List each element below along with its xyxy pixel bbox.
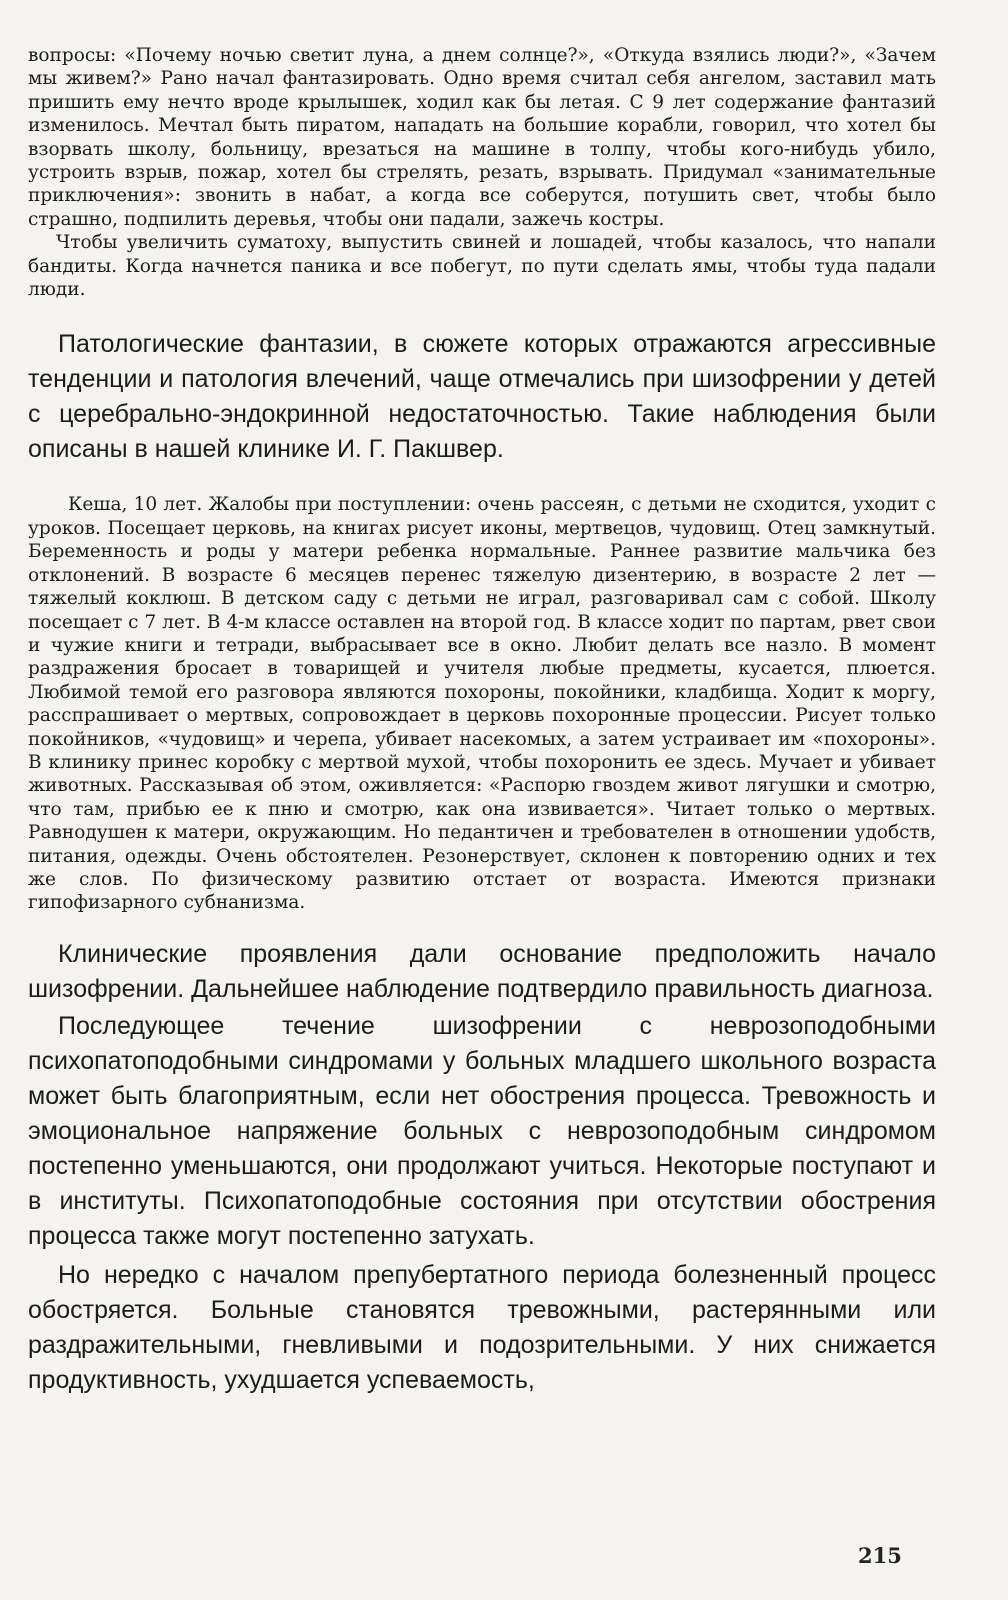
case-continuation: [28, 44, 936, 301]
case-report-kesha: Кеша, 10 лет. Жалобы при поступлении: очень рассеян, с детьми не сходится, уходит с уроков. Посещает церковь, на книгах рисует иконы, мертвецов, чудовищ. Отец замкнутый. Беременность и роды у матери ребенка нормальные. Раннее развитие мальчика без отклонений. В возрасте 6 месяцев перенес тяжелую дизентерию, в возрасте 2 лет — тяжелый коклюш. В детском саду с детьми не играл, разговаривал сам с собой. Школу посещает с 7 лет. В 4-м классе оставлен на второй год. В классе ходит по партам, рвет свои и чужие книги и тетради, выбрасывает все в окно. Любит делать все назло. В момент раздражения бросает в товарищей и учителя любые предметы, кусается, плюется. Любимой темой его разговора являются похороны, покойники, кладбища. Ходит к моргу, расспрашивает о мертвых, сопровождает в церковь похоронные процессии. Рисует только покойников, «чудовищ» и черепа, убивает насекомых, а затем устраивает им «похороны». В клинику принес коробку с мертвой мухой, чтобы похоронить ее здесь. Мучает и убивает животных. Рассказывая об этом, оживляется: «Распорю гвоздем живот лягушки и смотрю, что там, прибью ее к пню и смотрю, как она извивается». Читает только о мертвых. Равнодушен к матери, окружающим. Но педантичен и требователен в отношении удобств, питания, одежды. Очень обстоятелен. Резонерствует, склонен к повторению одних и тех же слов. По физическому развитию отстает от возраста. Имеются признаки гипофизарного субнанизма.: [28, 494, 936, 914]
page-number: 215: [858, 1543, 902, 1568]
body-paragraph-subsequent-course: Последующее течение шизофрении с неврозоподобными психопатоподобными синдромами у больных младшего школьного возраста может быть благоприятным, если нет обострения процесса. Тревожность и эмоциональное напряжение больных с неврозоподобным синдромом постепенно уменьшаются, они продолжают учиться. Некоторые поступают и в институты. Психопатоподобные состояния при отсутствии обострения процесса также могут постепенно затухать.: [28, 1011, 936, 1250]
body-paragraph-clinical-manifestations: Клинические проявления дали основание предположить начало шизофрении. Дальнейшее наблюдение подтвердило правильность диагноза.: [28, 939, 936, 1003]
page-body: [28, 42, 936, 1398]
body-paragraph-pathological-fantasies: Патологические фантазии, в сюжете которых отражаются агрессивные тенденции и патология влечений, чаще отмечались при шизофрении у детей с церебрально-эндокринной недостаточностью. Такие наблюдения были описаны в нашей клинике И. Г. Пакшвер.: [28, 330, 936, 464]
body-paragraph-prepubertal-exacerbation: Но нередко с началом препубертатного периода болезненный процесс обостряется. Больные становятся тревожными, растерянными или раздражительными, гневливыми и подозрительными. У них снижается продуктивность, ухудшается успеваемость,: [28, 1260, 936, 1394]
case-continuation-paragraph-2: Чтобы увеличить суматоху, выпустить свиней и лошадей, чтобы казалось, что напали бандиты. Когда начнется паника и все побегут, по пути сделать ямы, чтобы туда падали люди.: [28, 232, 936, 301]
case-continuation-paragraph-1: вопросы: «Почему ночью светит луна, а днем солнце?», «Откуда взялись люди?», «Зачем мы живем?» Рано начал фантазировать. Одно время считал себя ангелом, заставил мать пришить ему нечто вроде крылышек, ходил как бы летая. С 9 лет содержание фантазий изменилось. Мечтал быть пиратом, нападать на большие корабли, говорил, что хотел бы взорвать школу, больницу, врезаться на машине в толпу, чтобы кого-нибудь убило, устроить взрыв, пожар, хотел бы стрелять, резать, взрывать. Придумал «занимательные приключения»: звонить в набат, а когда все соберутся, потушить свет, чтобы было страшно, подпилить деревья, чтобы они падали, зажечь костры.: [28, 45, 936, 230]
